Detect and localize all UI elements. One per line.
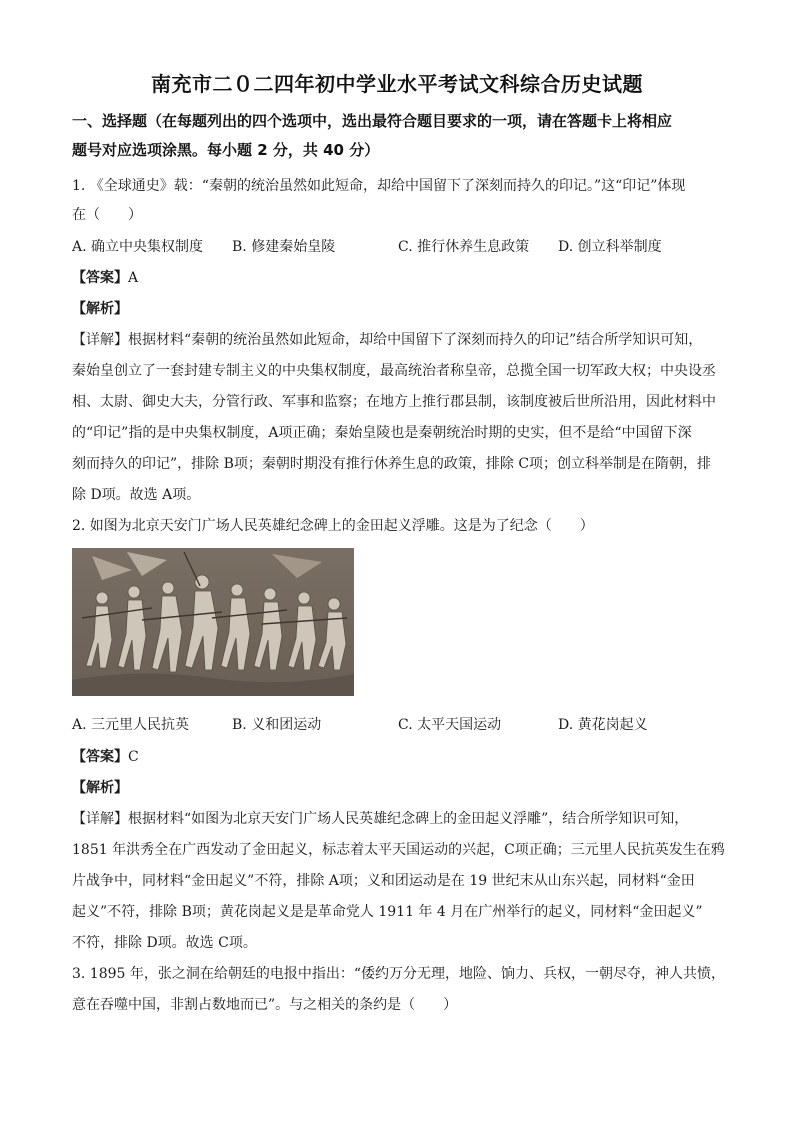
q2-option-a: A. 三元里人民抗英 (72, 717, 190, 733)
q2-detail-line: 起义”不符，排除 B项；黄花岗起义是是革命党人 1911 年 4 月在广州举行的起义，同材料“金田起义” (72, 904, 703, 920)
q2-answer-value: C (128, 749, 139, 765)
q2-detail-line: 1851 年洪秀全在广西发动了金田起义，标志着太平天国运动的兴起，C项正确；三元里人民抗英发生在鸦 (72, 842, 725, 858)
q1-answer-label: 【答案】 (72, 270, 128, 286)
q2-option-c: C. 太平天国运动 (398, 717, 502, 733)
q2-answer (72, 746, 139, 766)
section-heading-line-2: 题号对应选项涂黑。每小题 2 分，共 40 分） (72, 141, 380, 159)
q2-stem: 2. 如图为北京天安门广场人民英雄纪念碑上的金田起义浮雕。这是为了纪念（ ） (72, 518, 594, 534)
q3-stem-line-1: 3. 1895 年，张之洞在给朝廷的电报中指出：“倭约万分无理，地险、饷力、兵权，一朝尽夺，神人共愤， (72, 966, 726, 982)
q2-detail-line: 片战争中，同材料“金田起义”不符，排除 A项；义和团运动是在 19 世纪末从山东兴起，同材料“金田 (72, 873, 695, 889)
q1-answer (72, 267, 138, 287)
q1-detail-line: 【详解】根据材料“秦朝的统治虽然如此短命，却给中国留下了深刻而持久的印记”结合所学知识可知， (72, 332, 703, 348)
q1-option-b: B. 修建秦始皇陵 (232, 239, 336, 255)
q2-option-d: D. 黄花岗起义 (558, 717, 648, 733)
q1-detail-line: 刻而持久的印记”，排除 B项；秦朝时期没有推行休养生息的政策，排除 C项；创立科举制是在隋朝，排 (72, 456, 712, 472)
q1-option-c: C. 推行休养生息政策 (398, 239, 530, 255)
q2-analysis-label: 【解析】 (72, 780, 128, 796)
q2-answer-label: 【答案】 (72, 749, 128, 765)
q2-option-b: B. 义和团运动 (232, 717, 322, 733)
q1-detail-line: 除 D项。故选 A项。 (72, 487, 201, 503)
q2-detail-line: 不符，排除 D项。故选 C项。 (72, 935, 257, 951)
q1-stem-line-1: 1. 《全球通史》载：“秦朝的统治虽然如此短命，却给中国留下了深刻而持久的印记。”这“印记”体现 (72, 178, 686, 194)
q1-analysis-label: 【解析】 (72, 301, 128, 317)
q1-detail-line: 的“印记”指的是中央集权制度，A项正确；秦始皇陵也是秦朝统治时期的史实，但不是给“中国留下深 (72, 425, 692, 441)
q1-stem-line-2: 在（ ） (72, 207, 142, 223)
q1-detail-line: 秦始皇创立了一套封建专制主义的中央集权制度，最高统治者称皇帝，总揽全国一切军政大权；中央设丞 (72, 363, 716, 379)
q1-option-a: A. 确立中央集权制度 (72, 239, 204, 255)
q2-detail-line: 【详解】根据材料“如图为北京天安门广场人民英雄纪念碑上的金田起义浮雕”，结合所学知识可知， (72, 811, 689, 827)
q1-option-d: D. 创立科举制度 (558, 239, 662, 255)
q1-answer-value: A (128, 270, 139, 286)
q1-detail-line: 相、太尉、御史大夫，分管行政、军事和监察；在地方上推行郡县制，该制度被后世所沿用，因此材料中 (72, 394, 716, 410)
section-heading-line-1: 一、选择题（在每题列出的四个选项中，选出最符合题目要求的一项，请在答题卡上将相应 (72, 112, 673, 130)
q3-stem-line-2: 意在吞噬中国，非割占数地而已”。与之相关的条约是（ ） (72, 997, 458, 1013)
page-title: 南充市二０二四年初中学业水平考试文科综合历史试题 (151, 72, 643, 96)
jintian-uprising-relief-image (72, 548, 354, 696)
